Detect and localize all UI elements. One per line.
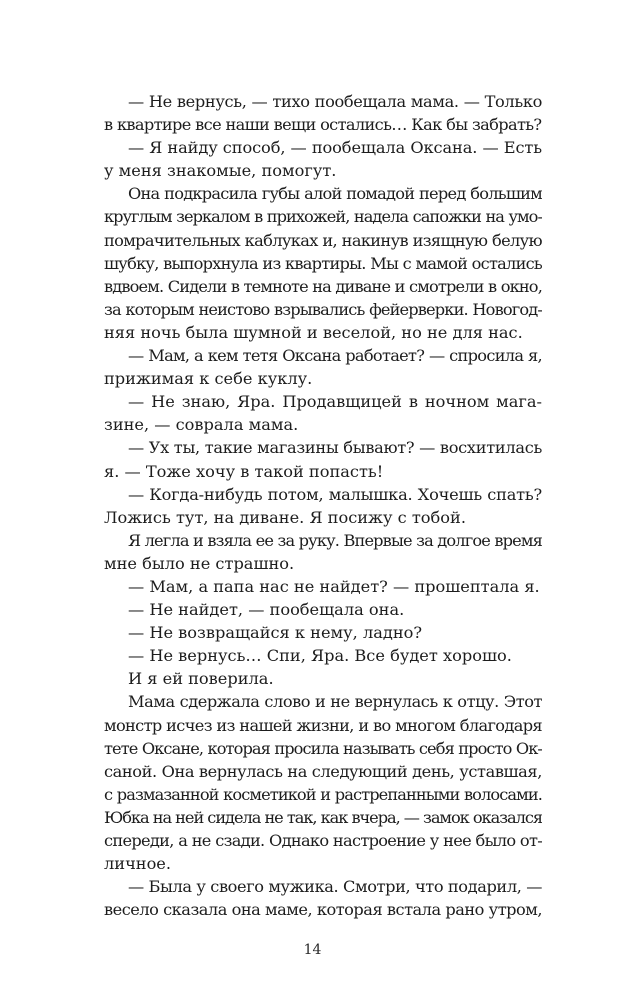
text-line: у меня знакомые, помогут. — [104, 161, 337, 181]
body-text — [104, 90, 542, 921]
text-line: личное. — [104, 854, 172, 874]
text-line: — Не найдет, — пообещала она. — [128, 600, 405, 620]
text-line: с размазанной косметикой и растрепанными волосами. — [104, 784, 542, 804]
text-line: мне было не страшно. — [104, 553, 295, 573]
text-line: весело сказала она маме, которая встала рано утром, — [104, 900, 542, 920]
text-line: шубку, выпорхнула из квартиры. Мы с мамой остались — [104, 253, 542, 273]
text-line: я. — Тоже хочу в такой попасть! — [104, 461, 384, 481]
text-line: Ложись тут, на диване. Я посижу с тобой. — [104, 507, 466, 527]
text-line: — Не вернусь… Спи, Яра. Все будет хорошо. — [128, 646, 512, 666]
text-line: помрачительных каблуках и, накинув изящную белую — [104, 230, 542, 250]
text-line: тете Оксане, которая просила называть себя просто Ок- — [104, 738, 542, 758]
page-number: 14 — [303, 942, 322, 958]
text-line: Юбка на ней сидела не так, как вчера, — замок оказался — [104, 807, 542, 827]
text-line: Она подкрасила губы алой помадой перед большим — [128, 184, 542, 204]
text-line: — Мам, а кем тетя Оксана работает? — спросила я, — [128, 346, 542, 366]
text-line: няя ночь была шумной и веселой, но не для нас. — [104, 322, 523, 342]
text-line: — Ух ты, такие магазины бывают? — восхитилась — [128, 438, 542, 458]
text-line: Я легла и взяла ее за руку. Впервые за долгое время — [128, 530, 542, 550]
text-line: зине, — соврала мама. — [104, 415, 299, 435]
text-line: вдвоем. Сидели в темноте на диване и смотрели в окно, — [104, 276, 542, 296]
text-line: — Не знаю, Яра. Продавщицей в ночном мага- — [128, 392, 542, 412]
text-line: круглым зеркалом в прихожей, надела сапожки на умо- — [104, 207, 542, 227]
text-line: саной. Она вернулась на следующий день, уставшая, — [104, 761, 542, 781]
text-line: прижимая к себе куклу. — [104, 369, 313, 389]
text-line: — Мам, а папа нас не найдет? — прошептала я. — [128, 576, 540, 596]
text-line: — Когда-нибудь потом, малышка. Хочешь спать? — [128, 484, 542, 504]
text-line: И я ей поверила. — [128, 669, 274, 689]
text-line: — Я найду способ, — пообещала Оксана. — Есть — [128, 138, 542, 158]
text-line: в квартире все наши вещи остались… Как бы забрать? — [104, 115, 542, 135]
text-line: — Была у своего мужика. Смотри, что подарил, — — [128, 877, 542, 897]
text-line: за которым неистово взрывались фейерверки. Новогод- — [104, 299, 542, 319]
text-line: монстр исчез из нашей жизни, и во многом благодаря — [104, 715, 542, 735]
text-line: Мама сдержала слово и не вернулась к отцу. Этот — [128, 692, 542, 712]
text-line: спереди, а не сзади. Однако настроение у нее было от- — [104, 831, 542, 850]
text-line: — Не вернусь, — тихо пообещала мама. — Только — [128, 92, 542, 111]
text-line: — Не возвращайся к нему, ладно? — [128, 623, 423, 643]
